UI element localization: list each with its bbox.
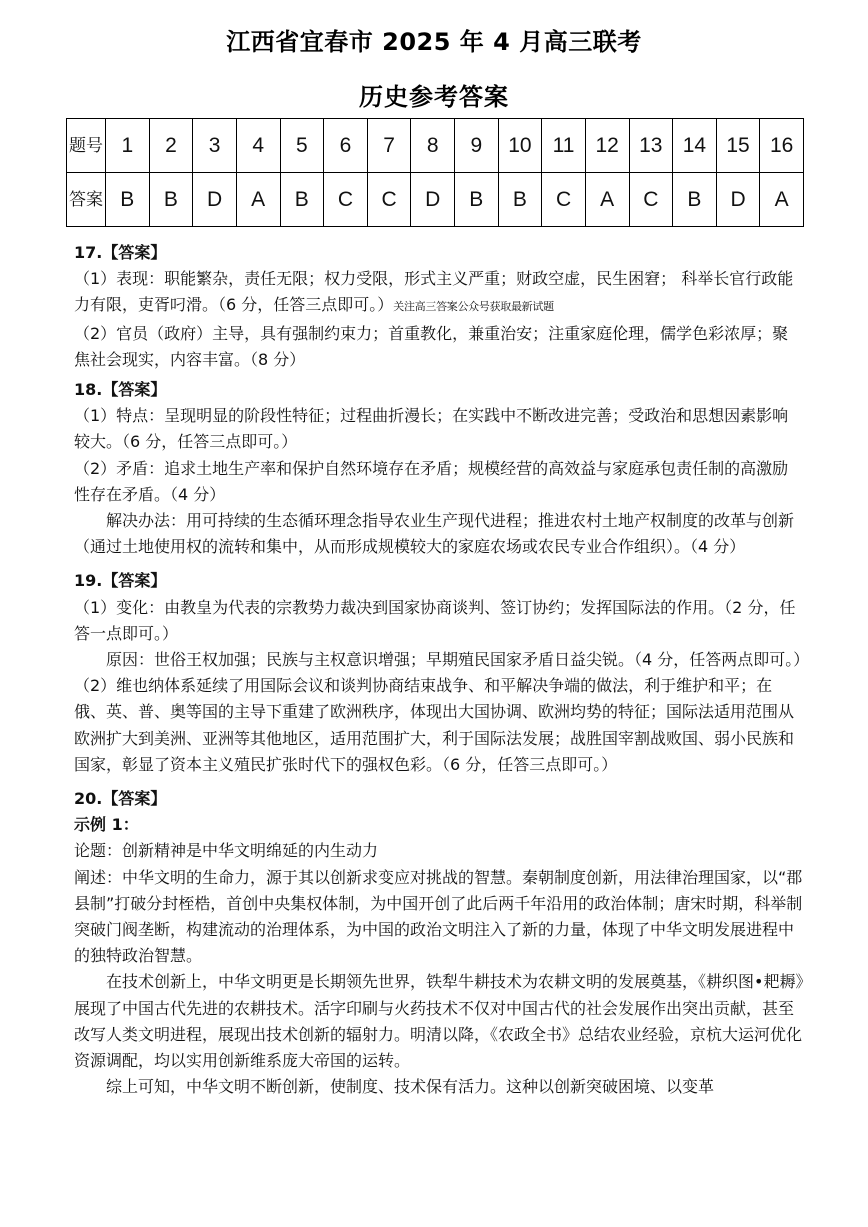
question-number-cell: 15 [716,119,760,173]
page-title: 江西省宜春市 2025 年 4 月高三联考 [226,28,642,56]
q18-heading: 18.【答案】 [74,380,167,400]
q19-part2: （2）维也纳体系延续了用国际会议和谈判协商结束战争、和平解决争端的做法，利于维护和平；在俄、英、普、奥等国的主导下重建了欧洲秩序，体现出大国协调、欧洲均势的特征；国际法适用范围从欧洲扩大到美洲、亚洲等其他地区，适用范围扩大，利于国际法发展；战胜国宰割战败国、弱小民族和国家，彰显了资本主义殖民扩张时代下的强权色彩。（6 分，任答三点即可。） [74,676,795,774]
answer-cell: A [760,173,804,227]
q17-heading: 17.【答案】 [74,243,167,262]
q17-part1: （1）表现：职能繁杂，责任无限；权力受限，形式主义严重；财政空虚，民生困窘； 科举长官行政能力有限，吏胥叼滑。（6 分，任答三点即可。）关注高三答案公众号获取最新试题 [74,269,794,315]
answer-cell: A [585,173,629,227]
q20-example-label: 示例 1： [74,815,139,835]
answer-cell: D [193,173,237,227]
answer-cell: D [716,173,760,227]
answer-cell: C [367,173,411,227]
answer-cell: B [455,173,499,227]
question-number-cell: 13 [629,119,673,173]
q18-part1: （1）特点：呈现明显的阶段性特征；过程曲折漫长；在实践中不断改进完善；受政治和思想因素影响较大。（6 分，任答三点即可。） [74,406,789,452]
answer-cell: C [324,173,368,227]
question-number-cell: 2 [149,119,193,173]
q20-thesis: 论题：创新精神是中华文明绵延的内生动力 [74,841,379,861]
question-number-cell: 14 [673,119,717,173]
question-number-cell: 5 [280,119,324,173]
question-number-cell: 3 [193,119,237,173]
answer-body [74,240,810,1101]
answer-cell: C [542,173,586,227]
answer-label: 答案 [67,173,106,227]
page-subtitle: 历史参考答案 [359,83,509,111]
q19-heading: 19.【答案】 [74,571,167,591]
answer-cell: B [149,173,193,227]
q19-part1: （1）变化：由教皇为代表的宗教势力裁决到国家协商谈判、签订协约；发挥国际法的作用。（2 分，任答一点即可。） [74,597,796,643]
question-number-cell: 9 [455,119,499,173]
answer-cell: B [498,173,542,227]
question-number-cell: 1 [106,119,150,173]
watermark-note: 关注高三答案公众号获取最新试题 [393,300,554,314]
q20-paragraph-2: 在技术创新上，中华文明更是长期领先世界，铁犁牛耕技术为农耕文明的发展奠基，《耕织图•耙耨》展现了中国古代先进的农耕技术。活字印刷与火药技术不仅对中国古代的社会发展作出突出贡献，甚至改写人类文明进程，展现出技术创新的辐射力。明清以降，《农政全书》总结农业经验，京杭大运河优化资源调配，均以实用创新维系庞大帝国的运转。 [74,972,804,1071]
answer-cell: B [280,173,324,227]
question-number-cell: 10 [498,119,542,173]
answer-cell: D [411,173,455,227]
answer-table [66,118,804,227]
q18-solution: 解决办法：用可持续的生态循环理念指导农业生产现代进程；推进农村土地产权制度的改革与创新（通过土地使用权的流转和集中，从而形成规模较大的家庭农场或农民专业合作组织）。（4 分） [74,511,795,557]
question-number-cell: 7 [367,119,411,173]
question-number-cell: 16 [760,119,804,173]
question-number-cell: 12 [585,119,629,173]
question-number-cell: 6 [324,119,368,173]
answer-cell: A [236,173,280,227]
q19-reason: 原因：世俗王权加强；民族与主权意识增强；早期殖民国家矛盾日益尖锐。（4 分，任答两点即可。） [106,650,810,670]
answer-cell: C [629,173,673,227]
q20-paragraph-1: 阐述：中华文明的生命力，源于其以创新求变应对挑战的智慧。秦朝制度创新，用法律治理国家，以“郡县制”打破分封桎梏，首创中央集权体制，为中国开创了此后两千年沿用的政治体制；唐宋时期，科举制突破门阀垄断，构建流动的治理体系，为中国的政治文明注入了新的力量，体现了中华文明发展进程中的独特政治智慧。 [74,867,803,966]
answer-cell: B [106,173,150,227]
q17-part2: （2）官员（政府）主导，具有强制约束力；首重教化，兼重治安；注重家庭伦理，儒学色彩浓厚；聚焦社会现实，内容丰富。（8 分） [74,323,789,369]
question-number-row [67,119,804,173]
question-number-label: 题号 [67,119,106,173]
q18-part2: （2）矛盾：追求土地生产率和保护自然环境存在矛盾；规模经营的高效益与家庭承包责任制的高激励性存在矛盾。（4 分） [74,458,789,504]
question-number-cell: 4 [236,119,280,173]
q20-heading: 20.【答案】 [74,789,167,809]
answer-row [67,173,804,227]
answer-cell: B [673,173,717,227]
question-number-cell: 8 [411,119,455,173]
q20-paragraph-3: 综上可知，中华文明不断创新，使制度、技术保有活力。这种以创新突破困境、以变革 [106,1077,715,1097]
question-number-cell: 11 [542,119,586,173]
